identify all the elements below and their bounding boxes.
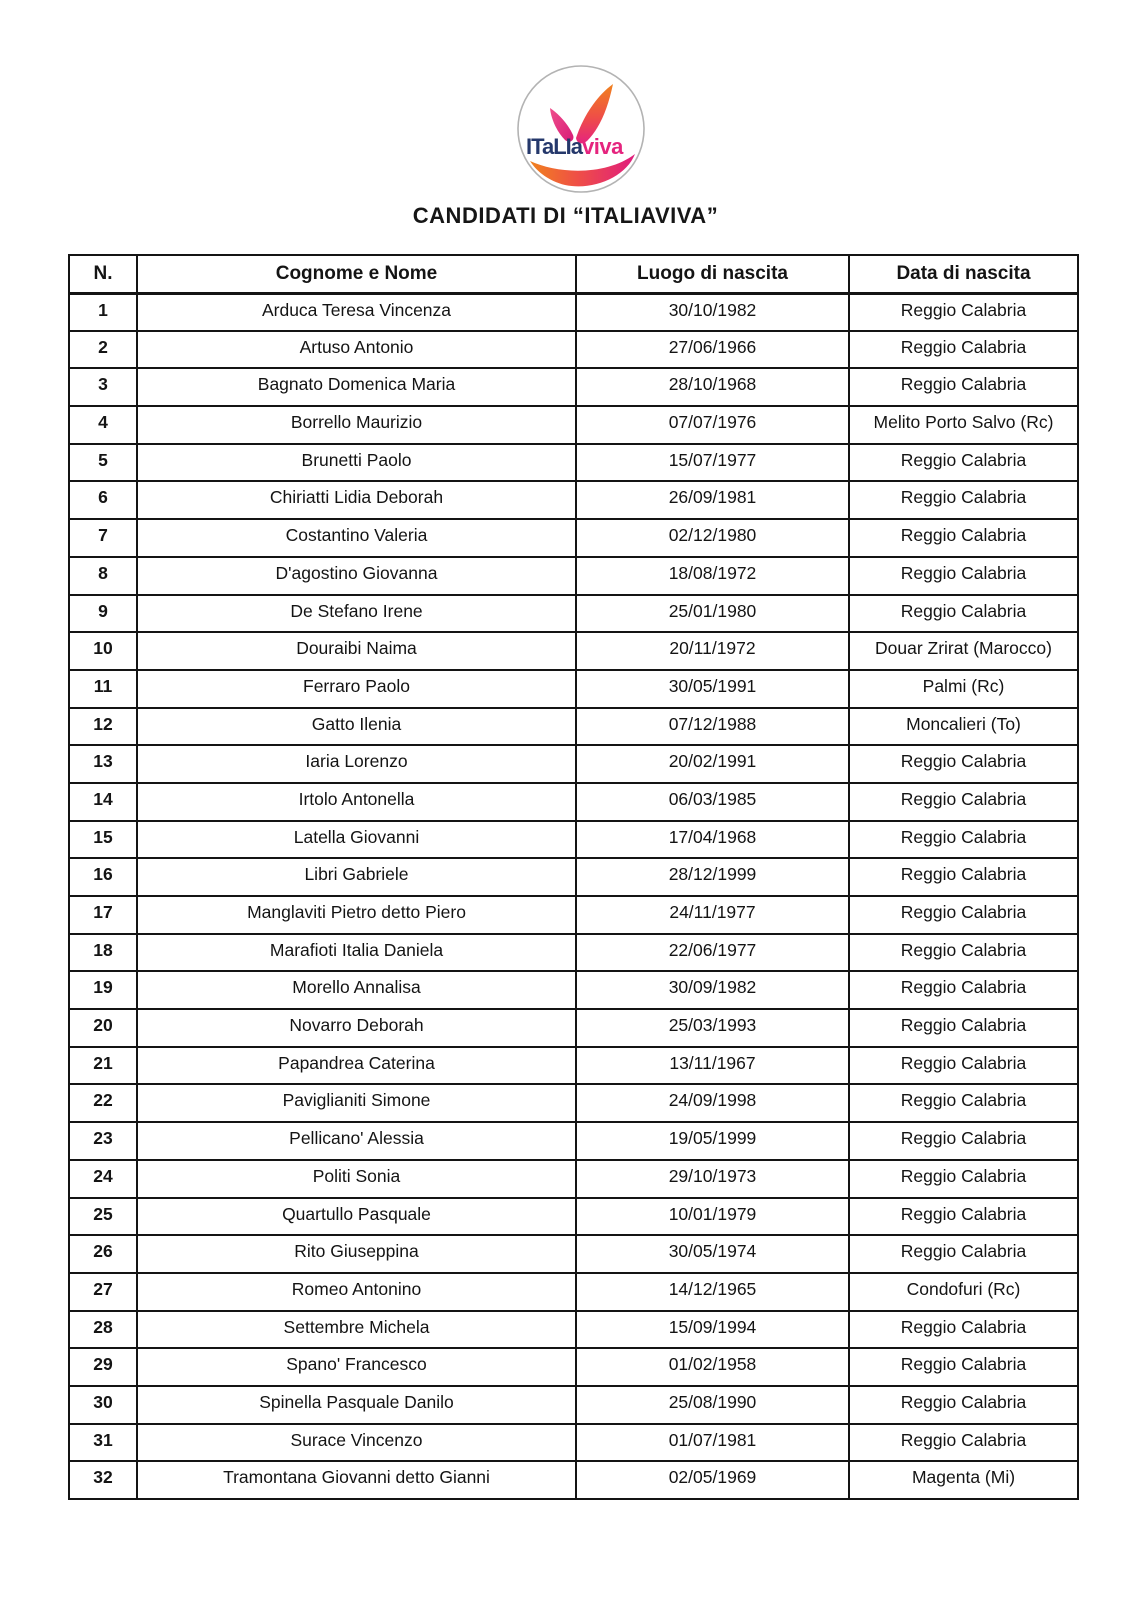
cell-luogo-di-nascita: 02/05/1969 xyxy=(576,1461,849,1499)
cell-luogo-di-nascita: 07/12/1988 xyxy=(576,708,849,746)
cell-cognome-nome: Novarro Deborah xyxy=(137,1009,576,1047)
cell-cognome-nome: Iaria Lorenzo xyxy=(137,745,576,783)
cell-number: 13 xyxy=(69,745,137,783)
cell-cognome-nome: Spano' Francesco xyxy=(137,1348,576,1386)
cell-luogo-di-nascita: 28/10/1968 xyxy=(576,368,849,406)
cell-number: 32 xyxy=(69,1461,137,1499)
table-row xyxy=(69,1424,1078,1462)
cell-data-di-nascita: Reggio Calabria xyxy=(849,444,1078,482)
table-row xyxy=(69,1311,1078,1349)
cell-luogo-di-nascita: 25/01/1980 xyxy=(576,595,849,633)
cell-luogo-di-nascita: 15/07/1977 xyxy=(576,444,849,482)
cell-luogo-di-nascita: 01/07/1981 xyxy=(576,1424,849,1462)
table-row xyxy=(69,632,1078,670)
cell-data-di-nascita: Reggio Calabria xyxy=(849,1235,1078,1273)
cell-cognome-nome: Papandrea Caterina xyxy=(137,1047,576,1085)
cell-luogo-di-nascita: 18/08/1972 xyxy=(576,557,849,595)
table-row xyxy=(69,1348,1078,1386)
cell-number: 20 xyxy=(69,1009,137,1047)
cell-number: 9 xyxy=(69,595,137,633)
column-header-data: Data di nascita xyxy=(849,255,1078,293)
cell-cognome-nome: Costantino Valeria xyxy=(137,519,576,557)
table-row xyxy=(69,1273,1078,1311)
cell-luogo-di-nascita: 19/05/1999 xyxy=(576,1122,849,1160)
cell-luogo-di-nascita: 07/07/1976 xyxy=(576,406,849,444)
cell-cognome-nome: Tramontana Giovanni detto Gianni xyxy=(137,1461,576,1499)
table-row xyxy=(69,1160,1078,1198)
cell-data-di-nascita: Reggio Calabria xyxy=(849,1386,1078,1424)
cell-data-di-nascita: Reggio Calabria xyxy=(849,595,1078,633)
cell-data-di-nascita: Condofuri (Rc) xyxy=(849,1273,1078,1311)
cell-data-di-nascita: Reggio Calabria xyxy=(849,1424,1078,1462)
cell-cognome-nome: Politi Sonia xyxy=(137,1160,576,1198)
cell-cognome-nome: Gatto Ilenia xyxy=(137,708,576,746)
cell-cognome-nome: Chiriatti Lidia Deborah xyxy=(137,481,576,519)
logo-wordmark-viva: viva xyxy=(582,134,623,159)
cell-cognome-nome: Rito Giuseppina xyxy=(137,1235,576,1273)
cell-number: 3 xyxy=(69,368,137,406)
table-row xyxy=(69,858,1078,896)
cell-number: 25 xyxy=(69,1198,137,1236)
cell-data-di-nascita: Reggio Calabria xyxy=(849,934,1078,972)
italiaviva-logo xyxy=(516,64,646,194)
cell-cognome-nome: Arduca Teresa Vincenza xyxy=(137,293,576,331)
cell-data-di-nascita: Reggio Calabria xyxy=(849,1122,1078,1160)
cell-cognome-nome: De Stefano Irene xyxy=(137,595,576,633)
cell-number: 11 xyxy=(69,670,137,708)
cell-luogo-di-nascita: 10/01/1979 xyxy=(576,1198,849,1236)
cell-cognome-nome: Spinella Pasquale Danilo xyxy=(137,1386,576,1424)
cell-luogo-di-nascita: 30/10/1982 xyxy=(576,293,849,331)
cell-number: 27 xyxy=(69,1273,137,1311)
cell-cognome-nome: Manglaviti Pietro detto Piero xyxy=(137,896,576,934)
cell-luogo-di-nascita: 27/06/1966 xyxy=(576,331,849,369)
table-row xyxy=(69,1009,1078,1047)
column-header-n: N. xyxy=(69,255,137,293)
cell-luogo-di-nascita: 01/02/1958 xyxy=(576,1348,849,1386)
cell-cognome-nome: Douraibi Naima xyxy=(137,632,576,670)
cell-data-di-nascita: Palmi (Rc) xyxy=(849,670,1078,708)
cell-luogo-di-nascita: 24/11/1977 xyxy=(576,896,849,934)
cell-luogo-di-nascita: 28/12/1999 xyxy=(576,858,849,896)
cell-luogo-di-nascita: 06/03/1985 xyxy=(576,783,849,821)
cell-data-di-nascita: Reggio Calabria xyxy=(849,293,1078,331)
cell-data-di-nascita: Reggio Calabria xyxy=(849,519,1078,557)
table-row xyxy=(69,331,1078,369)
cell-cognome-nome: Pellicano' Alessia xyxy=(137,1122,576,1160)
cell-cognome-nome: Libri Gabriele xyxy=(137,858,576,896)
cell-cognome-nome: Marafioti Italia Daniela xyxy=(137,934,576,972)
cell-luogo-di-nascita: 25/03/1993 xyxy=(576,1009,849,1047)
table-row xyxy=(69,1047,1078,1085)
cell-number: 18 xyxy=(69,934,137,972)
cell-cognome-nome: Settembre Michela xyxy=(137,1311,576,1349)
cell-data-di-nascita: Reggio Calabria xyxy=(849,557,1078,595)
table-row xyxy=(69,1461,1078,1499)
cell-cognome-nome: Bagnato Domenica Maria xyxy=(137,368,576,406)
table-row xyxy=(69,1084,1078,1122)
cell-luogo-di-nascita: 15/09/1994 xyxy=(576,1311,849,1349)
cell-data-di-nascita: Reggio Calabria xyxy=(849,368,1078,406)
cell-number: 2 xyxy=(69,331,137,369)
cell-number: 29 xyxy=(69,1348,137,1386)
cell-luogo-di-nascita: 24/09/1998 xyxy=(576,1084,849,1122)
table-header-row xyxy=(69,255,1078,293)
column-header-cognome-nome: Cognome e Nome xyxy=(137,255,576,293)
cell-data-di-nascita: Moncalieri (To) xyxy=(849,708,1078,746)
table-body xyxy=(69,293,1078,1499)
cell-number: 1 xyxy=(69,293,137,331)
table-row xyxy=(69,896,1078,934)
cell-cognome-nome: Latella Giovanni xyxy=(137,821,576,859)
table-row xyxy=(69,368,1078,406)
cell-luogo-di-nascita: 20/11/1972 xyxy=(576,632,849,670)
cell-data-di-nascita: Reggio Calabria xyxy=(849,783,1078,821)
cell-luogo-di-nascita: 22/06/1977 xyxy=(576,934,849,972)
cell-cognome-nome: Borrello Maurizio xyxy=(137,406,576,444)
table-row xyxy=(69,1198,1078,1236)
cell-luogo-di-nascita: 26/09/1981 xyxy=(576,481,849,519)
cell-data-di-nascita: Reggio Calabria xyxy=(849,1160,1078,1198)
cell-luogo-di-nascita: 14/12/1965 xyxy=(576,1273,849,1311)
table-row xyxy=(69,1386,1078,1424)
cell-number: 28 xyxy=(69,1311,137,1349)
cell-number: 23 xyxy=(69,1122,137,1160)
cell-luogo-di-nascita: 25/08/1990 xyxy=(576,1386,849,1424)
cell-data-di-nascita: Reggio Calabria xyxy=(849,1084,1078,1122)
cell-data-di-nascita: Reggio Calabria xyxy=(849,1198,1078,1236)
cell-luogo-di-nascita: 02/12/1980 xyxy=(576,519,849,557)
column-header-luogo: Luogo di nascita xyxy=(576,255,849,293)
cell-number: 17 xyxy=(69,896,137,934)
table-row xyxy=(69,745,1078,783)
table-row xyxy=(69,971,1078,1009)
cell-number: 31 xyxy=(69,1424,137,1462)
table-row xyxy=(69,293,1078,331)
cell-luogo-di-nascita: 17/04/1968 xyxy=(576,821,849,859)
cell-number: 22 xyxy=(69,1084,137,1122)
cell-luogo-di-nascita: 20/02/1991 xyxy=(576,745,849,783)
cell-data-di-nascita: Reggio Calabria xyxy=(849,331,1078,369)
cell-number: 4 xyxy=(69,406,137,444)
cell-luogo-di-nascita: 30/09/1982 xyxy=(576,971,849,1009)
cell-data-di-nascita: Reggio Calabria xyxy=(849,1311,1078,1349)
cell-luogo-di-nascita: 13/11/1967 xyxy=(576,1047,849,1085)
cell-number: 12 xyxy=(69,708,137,746)
cell-cognome-nome: Irtolo Antonella xyxy=(137,783,576,821)
cell-cognome-nome: Morello Annalisa xyxy=(137,971,576,1009)
table-row xyxy=(69,595,1078,633)
cell-luogo-di-nascita: 30/05/1991 xyxy=(576,670,849,708)
table-row xyxy=(69,708,1078,746)
cell-number: 19 xyxy=(69,971,137,1009)
cell-number: 14 xyxy=(69,783,137,821)
cell-cognome-nome: Ferraro Paolo xyxy=(137,670,576,708)
cell-data-di-nascita: Reggio Calabria xyxy=(849,821,1078,859)
cell-number: 21 xyxy=(69,1047,137,1085)
cell-number: 5 xyxy=(69,444,137,482)
table-row xyxy=(69,821,1078,859)
cell-data-di-nascita: Reggio Calabria xyxy=(849,1009,1078,1047)
table-row xyxy=(69,934,1078,972)
cell-cognome-nome: Brunetti Paolo xyxy=(137,444,576,482)
cell-data-di-nascita: Douar Zrirat (Marocco) xyxy=(849,632,1078,670)
cell-data-di-nascita: Reggio Calabria xyxy=(849,745,1078,783)
table-row xyxy=(69,1235,1078,1273)
cell-data-di-nascita: Reggio Calabria xyxy=(849,896,1078,934)
logo-wordmark-italia: ITaLIa xyxy=(526,134,582,159)
candidates-table xyxy=(68,254,1079,1500)
cell-number: 15 xyxy=(69,821,137,859)
cell-number: 30 xyxy=(69,1386,137,1424)
table-row xyxy=(69,783,1078,821)
cell-data-di-nascita: Reggio Calabria xyxy=(849,481,1078,519)
cell-data-di-nascita: Magenta (Mi) xyxy=(849,1461,1078,1499)
page-title: CANDIDATI DI “ITALIAVIVA” xyxy=(412,203,719,228)
italiaviva-logo-graphic xyxy=(516,64,646,194)
cell-number: 8 xyxy=(69,557,137,595)
table-row xyxy=(69,481,1078,519)
table-row xyxy=(69,444,1078,482)
cell-number: 10 xyxy=(69,632,137,670)
table-row xyxy=(69,670,1078,708)
cell-cognome-nome: Artuso Antonio xyxy=(137,331,576,369)
table-row xyxy=(69,406,1078,444)
cell-number: 16 xyxy=(69,858,137,896)
cell-number: 7 xyxy=(69,519,137,557)
cell-data-di-nascita: Reggio Calabria xyxy=(849,971,1078,1009)
cell-data-di-nascita: Melito Porto Salvo (Rc) xyxy=(849,406,1078,444)
cell-cognome-nome: Quartullo Pasquale xyxy=(137,1198,576,1236)
cell-cognome-nome: D'agostino Giovanna xyxy=(137,557,576,595)
table-row xyxy=(69,557,1078,595)
cell-number: 26 xyxy=(69,1235,137,1273)
cell-cognome-nome: Romeo Antonino xyxy=(137,1273,576,1311)
cell-data-di-nascita: Reggio Calabria xyxy=(849,858,1078,896)
cell-number: 24 xyxy=(69,1160,137,1198)
table-row xyxy=(69,519,1078,557)
cell-luogo-di-nascita: 30/05/1974 xyxy=(576,1235,849,1273)
cell-data-di-nascita: Reggio Calabria xyxy=(849,1348,1078,1386)
cell-luogo-di-nascita: 29/10/1973 xyxy=(576,1160,849,1198)
cell-data-di-nascita: Reggio Calabria xyxy=(849,1047,1078,1085)
cell-number: 6 xyxy=(69,481,137,519)
table-row xyxy=(69,1122,1078,1160)
cell-cognome-nome: Surace Vincenzo xyxy=(137,1424,576,1462)
cell-cognome-nome: Paviglianiti Simone xyxy=(137,1084,576,1122)
